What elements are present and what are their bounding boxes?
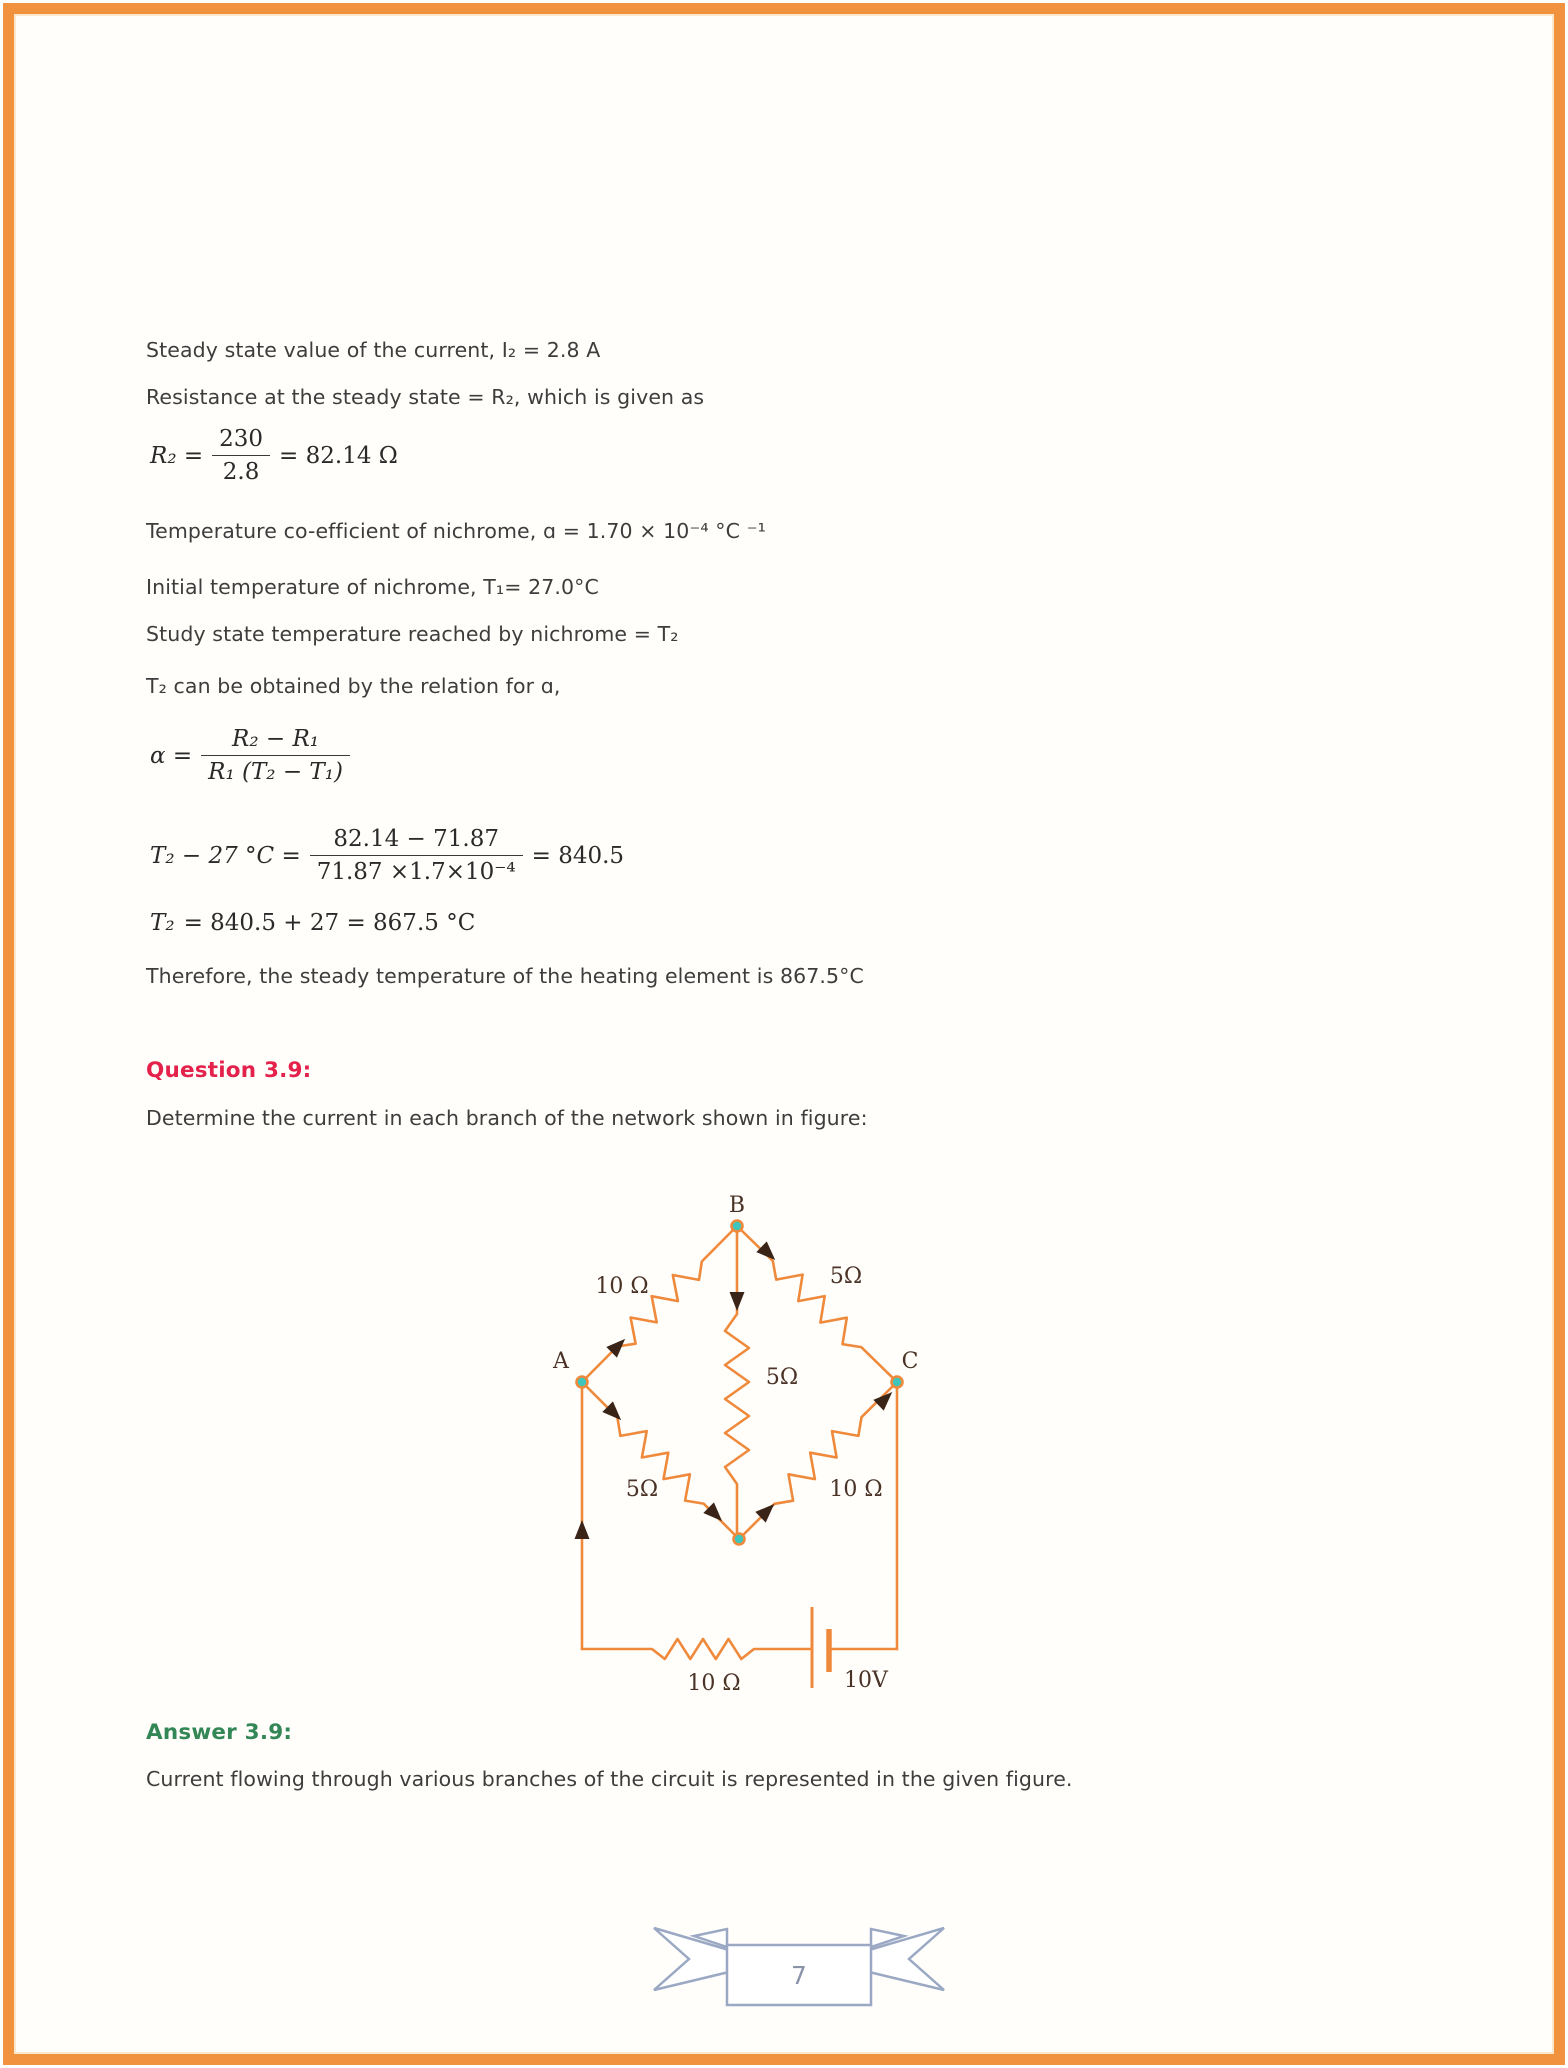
formula-t2-fraction (310, 826, 523, 885)
current-arrow-middle (730, 1292, 745, 1311)
formula-alpha-fraction (201, 726, 350, 785)
resistor-label-middle: 5Ω (765, 1365, 799, 1390)
formula-alpha-lhs: α = (150, 742, 193, 769)
node-a-dot (577, 1377, 588, 1388)
answer-heading: Answer 3.9: (146, 1720, 293, 1745)
formula-alpha-denominator: R₁ (T₂ − T₁) (208, 759, 343, 785)
wire-resistor-bottom (582, 1639, 812, 1659)
line-resistance: Resistance at the steady state = R₂, which is given as (146, 385, 705, 409)
document-page (3, 3, 1565, 2065)
formula-r2-fraction (212, 426, 270, 485)
formula-t2-denominator: 71.87 ×1.7×10⁻⁴ (316, 859, 516, 885)
line-therefore: Therefore, the steady temperature of the heating element is 867.5°C (146, 964, 864, 988)
line-study-state: Study state temperature reached by nichrome = T₂ (146, 622, 679, 646)
line-initial-temp: Initial temperature of nichrome, T₁= 27.0°C (146, 575, 599, 599)
formula-r2-rhs: = 82.14 Ω (279, 442, 398, 469)
line-t2-relation: T₂ can be obtained by the relation for ɑ, (146, 674, 561, 698)
resistor-label-bc: 5Ω (829, 1264, 863, 1289)
current-arrow-dc-top (873, 1387, 897, 1411)
formula-r2-lhs: R₂ = (150, 442, 204, 469)
formula-alpha (150, 726, 350, 785)
formula-r2 (150, 426, 398, 485)
answer-text: Current flowing through various branches of the circuit is represented in the given figure. (146, 1767, 1073, 1791)
formula-t2-lhs: T₂ − 27 °C = (150, 842, 301, 869)
formula-r2-numerator: 230 (212, 426, 270, 456)
resistor-label-bottom: 10 Ω (687, 1671, 741, 1696)
page-number-ribbon (634, 1912, 964, 2024)
formula-alpha-numerator: R₂ − R₁ (201, 726, 350, 756)
question-heading: Question 3.9: (146, 1058, 312, 1083)
wire-resistor-ab (582, 1226, 737, 1382)
wire-resistor-middle (725, 1226, 749, 1539)
formula-t2-numerator: 82.14 − 71.87 (310, 826, 523, 856)
page-inner-border (14, 14, 1554, 2054)
formula-t2-final-lhs: T₂ (150, 910, 175, 936)
formula-t2-rhs: = 840.5 (531, 842, 625, 869)
battery-label: 10V (844, 1668, 888, 1693)
node-label-a: A (553, 1349, 569, 1374)
line-temp-coefficient: Temperature co-efficient of nichrome, ɑ = 1.70 × 10⁻⁴ °C ⁻¹ (146, 519, 766, 543)
question-text: Determine the current in each branch of the network shown in figure: (146, 1106, 868, 1130)
node-label-c: C (901, 1349, 919, 1374)
formula-t2-final-rest: = 840.5 + 27 = 867.5 °C (183, 910, 476, 936)
resistor-label-ad: 5Ω (625, 1477, 659, 1502)
current-arrow-bc (756, 1241, 780, 1265)
node-label-b: B (728, 1193, 746, 1218)
formula-t2 (150, 826, 624, 885)
resistor-label-dc: 10 Ω (829, 1477, 883, 1502)
formula-t2-final (150, 910, 475, 936)
node-b-dot (732, 1221, 743, 1232)
node-bottom-dot (734, 1534, 745, 1545)
circuit-diagram (434, 1174, 954, 1719)
current-arrow-left-wire (575, 1520, 590, 1539)
formula-r2-denominator: 2.8 (222, 459, 260, 485)
resistor-label-ab: 10 Ω (595, 1274, 649, 1299)
page-number: 7 (791, 1961, 807, 1990)
line-steady-current: Steady state value of the current, I₂ = 2.8 A (146, 338, 601, 362)
node-c-dot (892, 1377, 903, 1388)
